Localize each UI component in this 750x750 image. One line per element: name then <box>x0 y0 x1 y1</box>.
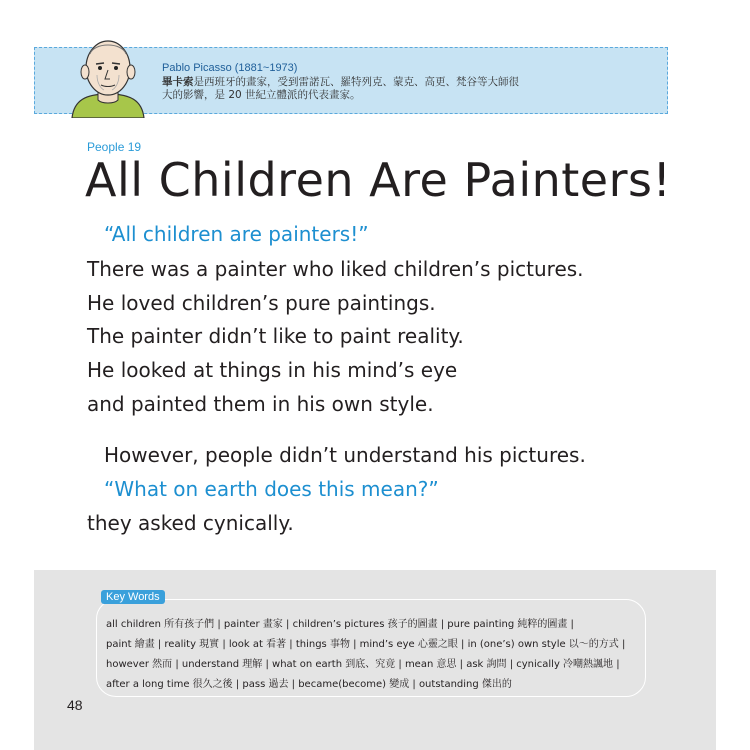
key-words-line: however 然而 | understand 理解 | what on earth 到底、究竟 | mean 意思 | ask 詢問 | cynically 冷嘲熱諷地 | <box>106 659 620 670</box>
artist-description <box>162 76 582 102</box>
key-words-tag: Key Words <box>101 590 165 604</box>
story-line: He loved children’s pure paintings. <box>87 291 436 315</box>
key-words-line: paint 繪畫 | reality 現實 | look at 看著 | things 事物 | mind’s eye 心靈之眼 | in (one’s) own style 以～的方式 | <box>106 639 626 650</box>
story-line: There was a painter who liked children’s pictures. <box>87 257 584 281</box>
story-line: However, people didn’t understand his pictures. <box>104 443 586 467</box>
story-line: The painter didn’t like to paint reality. <box>87 324 464 348</box>
artist-description-line-2: 大的影響，是 20 世紀立體派的代表畫家。 <box>162 89 361 101</box>
story-line: they asked cynically. <box>87 511 294 535</box>
picasso-portrait <box>64 30 152 118</box>
artist-name: Pablo Picasso (1881~1973) <box>162 62 298 74</box>
key-words-line: all children 所有孩子們 | painter 畫家 | children’s pictures 孩子的圖畫 | pure painting 純粹的圖畫 | <box>106 619 574 630</box>
section-kicker: People 19 <box>87 140 142 154</box>
story-line: “All children are painters!” <box>104 222 369 246</box>
page-number: 48 <box>67 697 83 713</box>
key-words-line: after a long time 很久之後 | pass 過去 | became(become) 變成 | outstanding 傑出的 <box>106 679 512 690</box>
artist-name-chinese: 畢卡索 <box>162 76 194 88</box>
artist-description-line-1: 是西班牙的畫家，受到雷諾瓦、羅特列克、蒙克、高更、梵谷等大師很 <box>193 76 519 88</box>
story-line: and painted them in his own style. <box>87 392 434 416</box>
story-line: “What on earth does this mean?” <box>104 477 439 501</box>
page-title: All Children Are Painters! <box>85 153 672 207</box>
story-line: He looked at things in his mind’s eye <box>87 358 458 382</box>
